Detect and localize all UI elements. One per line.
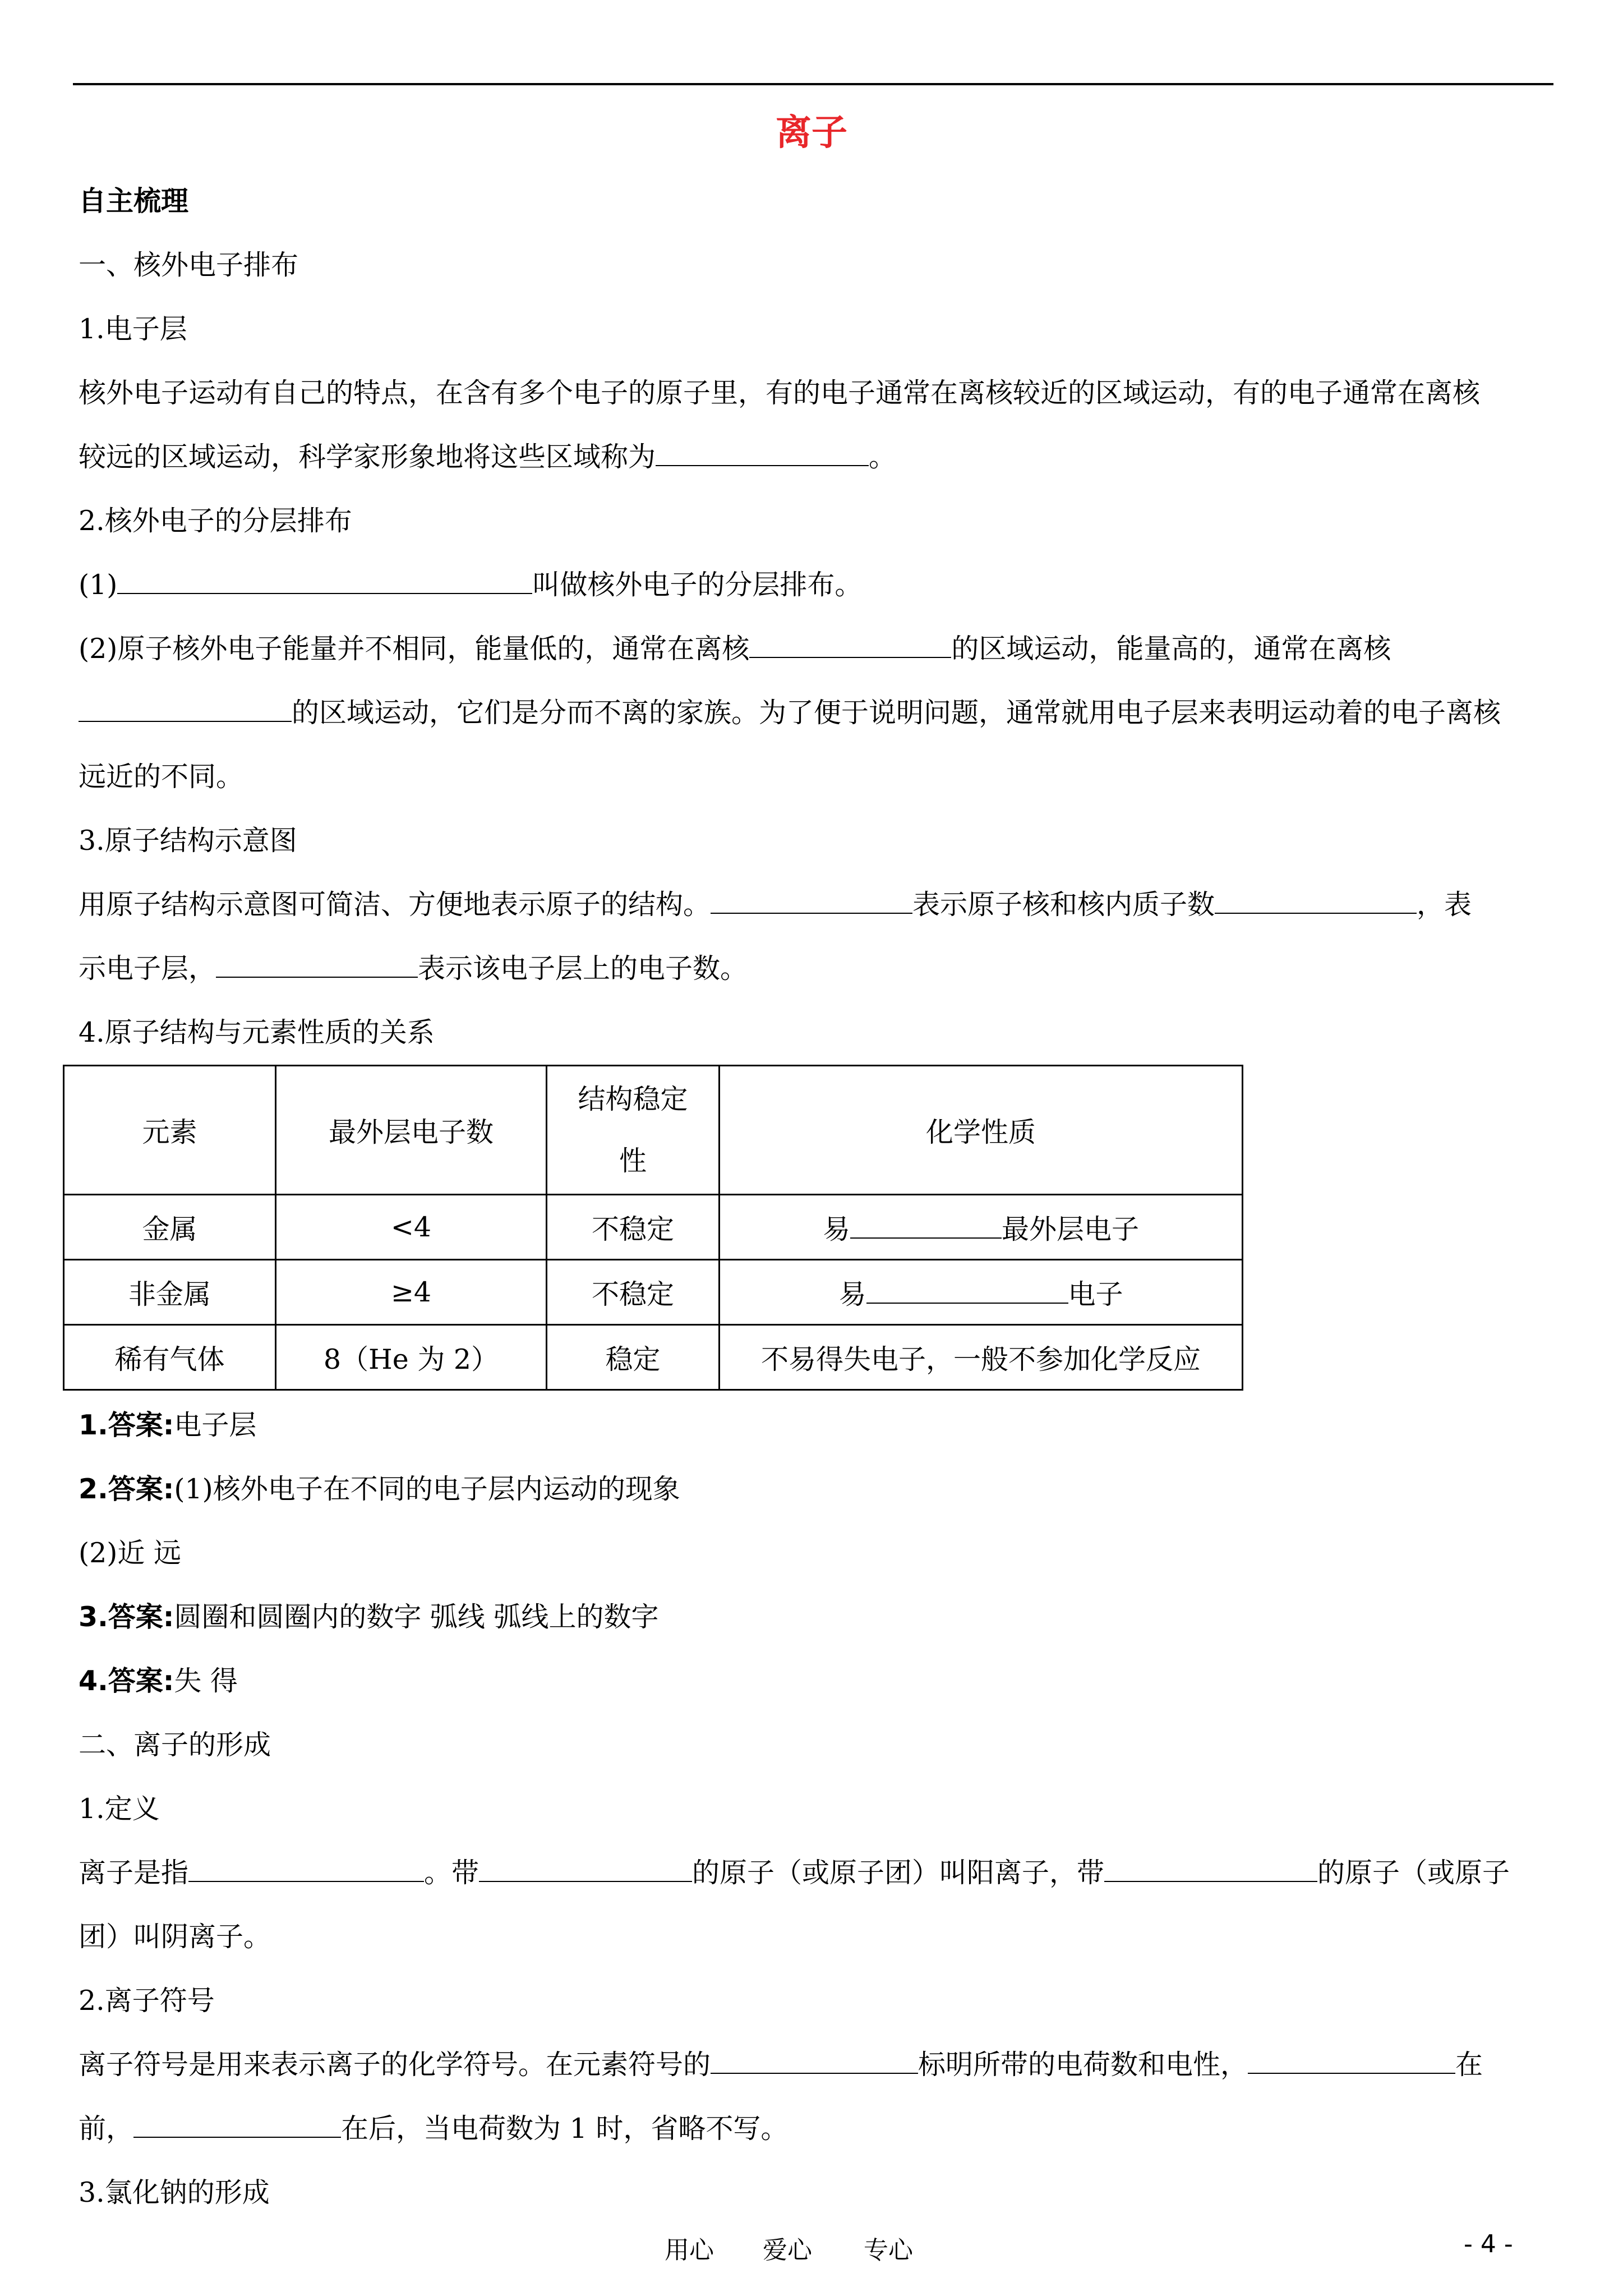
cell-stability: 不稳定 [547,1260,720,1325]
definition-line2: 团）叫阴离子。 [79,1921,271,1953]
table-row [64,1260,1243,1325]
cell-element: 金属 [64,1195,276,1260]
item2-heading: 2.核外电子的分层排布 [79,505,352,537]
table-row [64,1195,1243,1260]
blank [1215,888,1417,914]
item4-heading: 4.原子结构与元素性质的关系 [79,1016,435,1048]
blank [711,2048,918,2074]
section1-heading: 一、核外电子排布 [79,249,299,281]
blank [850,1213,1002,1239]
blank [711,888,912,914]
answer-1: 1.答案:电子层 [79,1409,257,1441]
footer-word-2: 爱心 [763,2236,812,2265]
item1-heading: 1.电子层 [79,313,187,345]
footer-word-1: 用心 [665,2236,714,2265]
answer-4: 4.答案:失 得 [79,1665,238,1697]
header-outer-electrons: 最外层电子数 [276,1066,547,1195]
item1-line2: 较远的区域运动，科学家形象地将这些区域称为 。 [79,441,897,473]
cell-property: 易 电子 [720,1260,1243,1325]
blank [133,2112,341,2138]
heading-self-study: 自主梳理 [79,185,189,217]
cell-outer: <4 [276,1195,547,1260]
table-row [64,1325,1243,1390]
blank [656,440,869,466]
s2-item1-heading: 1.定义 [79,1793,160,1825]
blank [188,1856,424,1882]
s2-item2-heading: 2.离子符号 [79,1985,215,2017]
cell-element: 非金属 [64,1260,276,1325]
answer-3: 3.答案:圆圈和圆圈内的数字 弧线 弧线上的数字 [79,1601,659,1633]
s2-item3-heading: 3.氯化钠的形成 [79,2177,270,2208]
blank [866,1278,1068,1304]
blank [79,696,292,722]
definition-line1: 离子是指 。带 的原子（或原子团）叫阳离子，带 的原子（或原子 [79,1857,1510,1889]
symbol-line1: 离子符号是用来表示离子的化学符号。在元素符号的 标明所带的电荷数和电性， 在 [79,2049,1483,2081]
table-header-row [64,1066,1243,1195]
blank [749,632,951,658]
blank [1104,1856,1317,1882]
cell-stability: 稳定 [547,1325,720,1390]
item2-p2-line3: 远近的不同。 [79,761,244,793]
section2-heading: 二、离子的形成 [79,1729,271,1761]
cell-outer: ≥4 [276,1260,547,1325]
item2-p2-line1: (2)原子核外电子能量并不相同，能量低的，通常在离核 的区域运动，能量高的，通常在离核 [79,633,1391,665]
item3-line2: 示电子层， 表示该电子层上的电子数。 [79,953,748,984]
answer-2b: (2)近 远 [79,1537,181,1569]
cell-property: 不易得失电子，一般不参加化学反应 [720,1325,1243,1390]
item1-line1: 核外电子运动有自己的特点，在含有多个电子的原子里，有的电子通常在离核较近的区域运动，有的电子通常在离核 [79,377,1481,409]
footer-word-3: 专心 [864,2236,913,2265]
header-stability: 结构稳定 性 [547,1066,720,1195]
page-title: 离子 [776,112,847,154]
item2-p2-line2: 的区域运动，它们是分而不离的家族。为了便于说明问题，通常就用电子层来表明运动着的电子离核 [79,694,1548,731]
element-property-table [63,1065,1243,1391]
answer-2: 2.答案:(1)核外电子在不同的电子层内运动的现象 [79,1473,680,1505]
blank [479,1856,692,1882]
header-rule [73,83,1553,85]
item3-line1: 用原子结构示意图可简洁、方便地表示原子的结构。 表示原子核和核内质子数 ，表 [79,889,1472,921]
cell-element: 稀有气体 [64,1325,276,1390]
page-number: - 4 - [1464,2230,1513,2258]
cell-property: 易 最外层电子 [720,1195,1243,1260]
blank [117,568,532,594]
header-chem-property: 化学性质 [720,1066,1243,1195]
blank [216,952,418,978]
item2-p1: (1) 叫做核外电子的分层排布。 [79,569,863,601]
item3-heading: 3.原子结构示意图 [79,825,297,857]
header-element: 元素 [64,1066,276,1195]
blank [1248,2048,1455,2074]
cell-stability: 不稳定 [547,1195,720,1260]
symbol-line2: 前， 在后，当电荷数为 1 时，省略不写。 [79,2113,789,2145]
cell-outer: 8（He 为 2） [276,1325,547,1390]
